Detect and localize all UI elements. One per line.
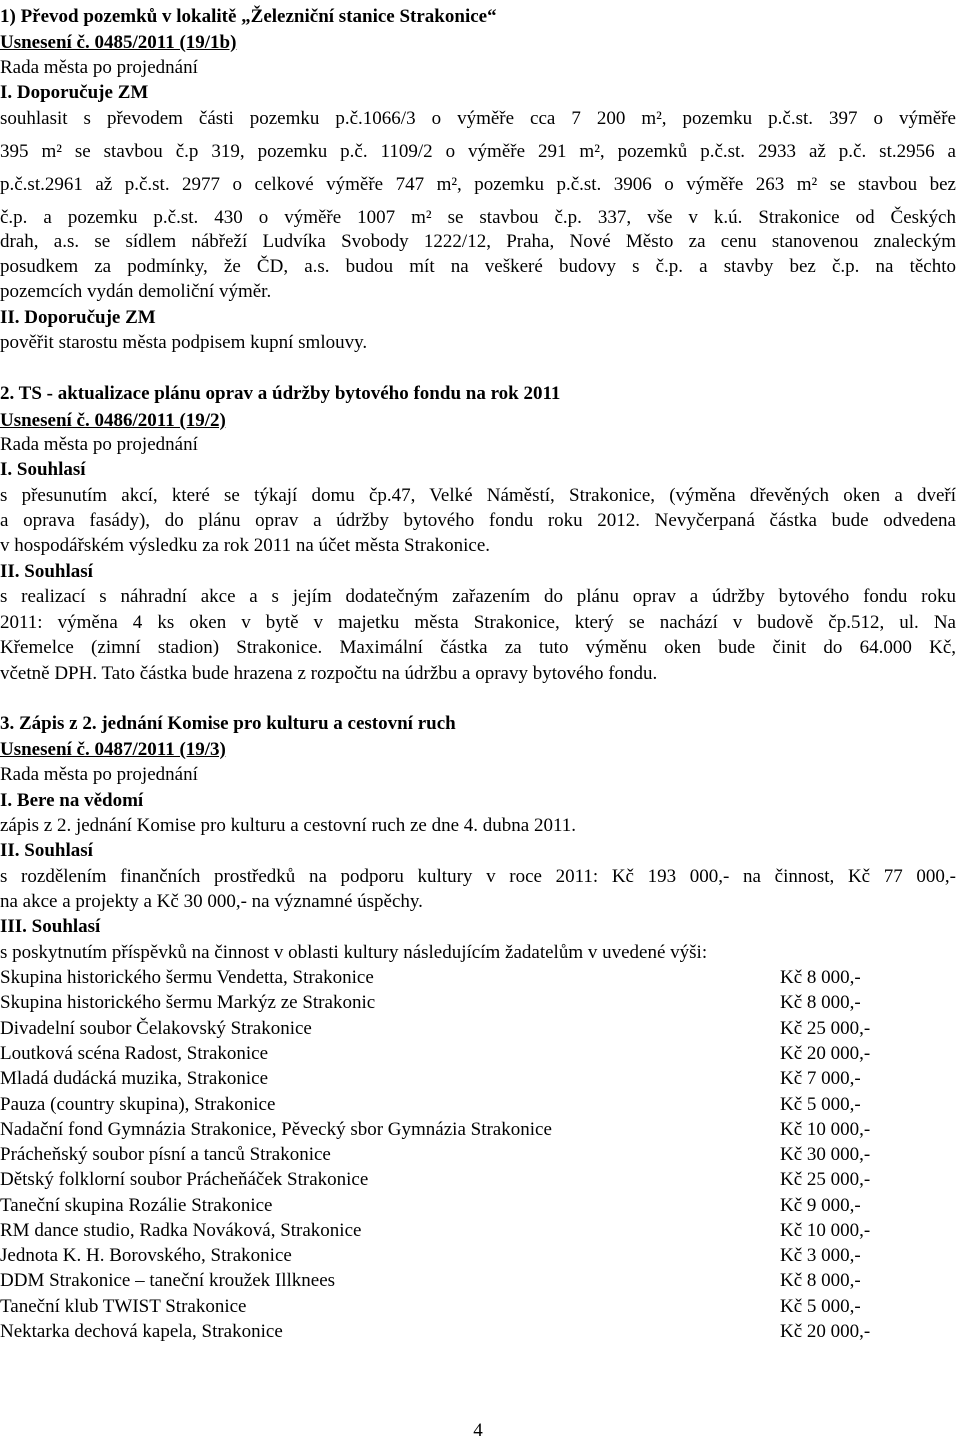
- grant-name: Skupina historického šermu Markýz ze Strakonic: [0, 992, 376, 1013]
- grant-amount: Kč 10 000,-: [780, 1119, 871, 1140]
- section2-heading: 2. TS - aktualizace plánu oprav a údržby bytového fondu na rok 2011: [0, 383, 561, 404]
- grant-name: Nektarka dechová kapela, Strakonice: [0, 1321, 283, 1342]
- grant-amount: Kč 7 000,-: [780, 1068, 861, 1089]
- grant-row: [0, 1218, 900, 1243]
- grant-amount: Kč 5 000,-: [780, 1296, 861, 1317]
- grant-row: [0, 990, 900, 1015]
- section3-point1-text: zápis z 2. jednání Komise pro kulturu a cestovní ruch ze dne 4. dubna 2011.: [0, 815, 577, 836]
- section2-resolution: Usnesení č. 0486/2011 (19/2): [0, 410, 226, 431]
- grant-name: Taneční skupina Rozálie Strakonice: [0, 1195, 273, 1216]
- grant-amount: Kč 25 000,-: [780, 1018, 871, 1039]
- section1-line: souhlasit s převodem části pozemku p.č.1066/3 o výměře cca 7 200 m², pozemku p.č.st. 397 o výměře: [0, 108, 956, 129]
- grant-amount: Kč 30 000,-: [780, 1144, 871, 1165]
- section2-line: s realizací s náhradní akce a s jejím dodatečným zařazením do plánu oprav a údržby bytového fondu roku: [0, 586, 956, 607]
- section3-line: s rozdělením finančních prostředků na podporu kultury v roce 2011: Kč 193 000,- na činnost, Kč 77 000,-: [0, 866, 956, 887]
- section1-line: 395 m² se stavbou č.p 319, pozemku p.č. 1109/2 o výměře 291 m², pozemků p.č.st. 2933 až p.č. st.2956 a: [0, 141, 956, 162]
- grant-amount: Kč 20 000,-: [780, 1321, 871, 1342]
- section2-line: a oprava fasády), do plánu oprav a údržby bytového fondu roku 2012. Nevyčerpaná částka bude odvedena: [0, 510, 956, 531]
- section2-council: Rada města po projednání: [0, 434, 198, 455]
- section1-point1-title: I. Doporučuje ZM: [0, 82, 149, 103]
- grant-amount: Kč 8 000,-: [780, 967, 861, 988]
- section2-point1-title: I. Souhlasí: [0, 459, 86, 480]
- grant-amount: Kč 20 000,-: [780, 1043, 871, 1064]
- section3-point3-title: III. Souhlasí: [0, 916, 101, 937]
- section3-point3-text: s poskytnutím příspěvků na činnost v oblasti kultury následujícím žadatelům v uvedené výši:: [0, 942, 708, 963]
- section1-line: pozemcích vydán demoliční výměr.: [0, 281, 272, 302]
- grant-row: [0, 1016, 900, 1041]
- section1-heading: 1) Převod pozemků v lokalitě „Železniční stanice Strakonice“: [0, 6, 497, 27]
- grant-name: DDM Strakonice – taneční kroužek Illknees: [0, 1270, 336, 1291]
- section3-heading: 3. Zápis z 2. jednání Komise pro kulturu a cestovní ruch: [0, 713, 456, 734]
- section1-council: Rada města po projednání: [0, 57, 198, 78]
- grant-name: Prácheňský soubor písní a tanců Strakonice: [0, 1144, 331, 1165]
- grant-amount: Kč 8 000,-: [780, 992, 861, 1013]
- grant-amount: Kč 5 000,-: [780, 1094, 861, 1115]
- grant-name: Mladá dudácká muzika, Strakonice: [0, 1068, 269, 1089]
- section3-council: Rada města po projednání: [0, 764, 198, 785]
- grant-row: [0, 1167, 900, 1192]
- section1-point2-title: II. Doporučuje ZM: [0, 307, 156, 328]
- grant-name: RM dance studio, Radka Nováková, Strakonice: [0, 1220, 362, 1241]
- section1-resolution: Usnesení č. 0485/2011 (19/1b): [0, 32, 237, 53]
- section2-line: v hospodářském výsledku za rok 2011 na účet města Strakonice.: [0, 535, 491, 556]
- section3-point1-title: I. Bere na vědomí: [0, 790, 144, 811]
- grant-row: [0, 1142, 900, 1167]
- grant-name: Divadelní soubor Čelakovský Strakonice: [0, 1018, 312, 1039]
- section2-line: Křemelce (zimní stadion) Strakonice. Maximální částka za tuto výměnu oken bude činit do 64.000 Kč,: [0, 637, 956, 658]
- grant-amount: Kč 8 000,-: [780, 1270, 861, 1291]
- grant-amount: Kč 9 000,-: [780, 1195, 861, 1216]
- grant-row: [0, 1268, 900, 1293]
- grant-amount: Kč 3 000,-: [780, 1245, 861, 1266]
- grant-row: [0, 1117, 900, 1142]
- grant-name: Pauza (country skupina), Strakonice: [0, 1094, 276, 1115]
- section1-line: posudkem za podmínky, že ČD, a.s. budou mít na veškeré budovy s č.p. a stavby bez č.p. na těchto: [0, 256, 956, 277]
- grant-row: [0, 1041, 900, 1066]
- section1-line: p.č.st.2961 až p.č.st. 2977 o celkové výměře 747 m², pozemku p.č.st. 3906 o výměře 263 m² se stavbou bez: [0, 174, 956, 195]
- grant-amount: Kč 25 000,-: [780, 1169, 871, 1190]
- grant-name: Loutková scéna Radost, Strakonice: [0, 1043, 269, 1064]
- grant-name: Skupina historického šermu Vendetta, Strakonice: [0, 967, 374, 988]
- section3-line: na akce a projekty a Kč 30 000,- na významné úspěchy.: [0, 891, 423, 912]
- section1-line: drah, a.s. se sídlem nábřeží Ludvíka Svobody 1222/12, Praha, Nové Město za cenu stanovenou znaleckým: [0, 231, 956, 252]
- grant-name: Dětský folklorní soubor Prácheňáček Strakonice: [0, 1169, 369, 1190]
- section2-point2-title: II. Souhlasí: [0, 561, 93, 582]
- grant-row: [0, 1092, 900, 1117]
- grant-name: Taneční klub TWIST Strakonice: [0, 1296, 247, 1317]
- section2-line: s přesunutím akcí, které se týkají domu čp.47, Velké Náměstí, Strakonice, (výměna dřevěných oken a dveří: [0, 485, 956, 506]
- section3-point2-title: II. Souhlasí: [0, 840, 93, 861]
- section3-resolution: Usnesení č. 0487/2011 (19/3): [0, 739, 226, 760]
- grant-name: Nadační fond Gymnázia Strakonice, Pěvecký sbor Gymnázia Strakonice: [0, 1119, 552, 1140]
- grant-name: Jednota K. H. Borovského, Strakonice: [0, 1245, 292, 1266]
- section2-line: 2011: výměna 4 ks oken v bytě v majetku města Strakonice, který se nachází v budově čp.512, ul. Na: [0, 612, 956, 633]
- grant-row: [0, 1193, 900, 1218]
- grant-row: [0, 1066, 900, 1091]
- grant-row: [0, 1319, 900, 1344]
- grant-amount: Kč 10 000,-: [780, 1220, 871, 1241]
- section1-point2-text: pověřit starostu města podpisem kupní smlouvy.: [0, 332, 368, 353]
- grant-row: [0, 1294, 900, 1319]
- page-number: 4: [473, 1420, 483, 1441]
- section1-line: č.p. a pozemku p.č.st. 430 o výměře 1007 m² se stavbou č.p. 337, vše v k.ú. Strakonice od Českých: [0, 207, 956, 228]
- grant-row: [0, 965, 900, 990]
- section2-line: včetně DPH. Tato částka bude hrazena z rozpočtu na údržbu a opravy bytového fondu.: [0, 663, 658, 684]
- grant-row: [0, 1243, 900, 1268]
